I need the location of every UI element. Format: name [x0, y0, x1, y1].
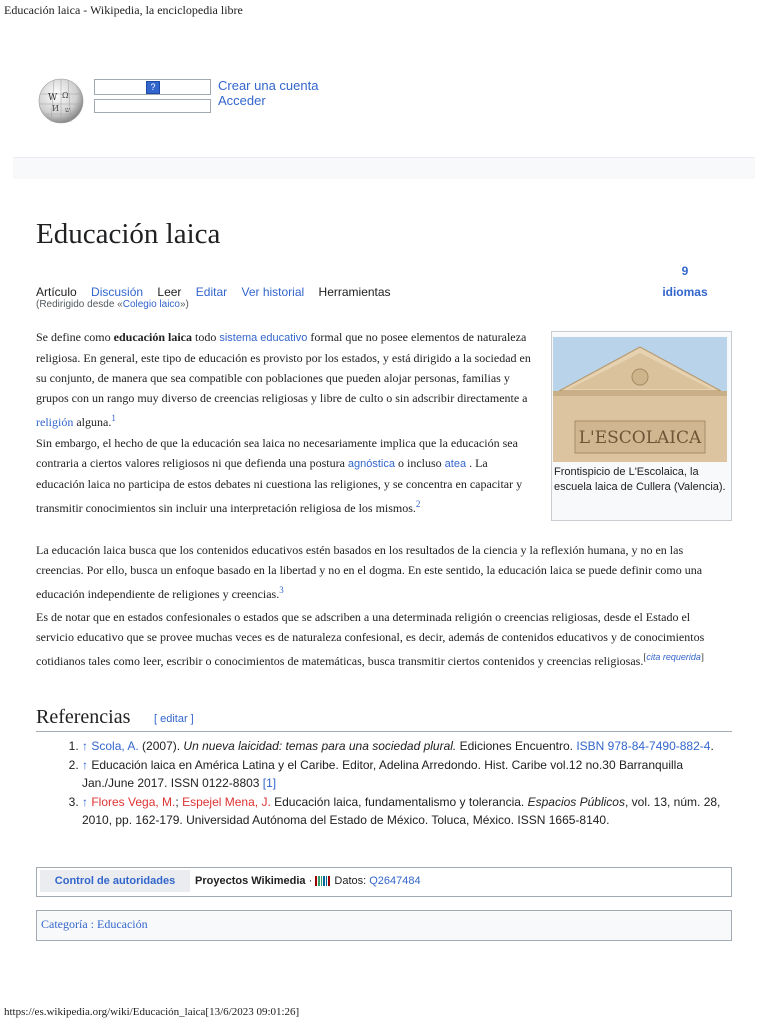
redirect-suffix: ») — [179, 299, 189, 310]
references-edit-link[interactable]: [ editar ] — [154, 713, 194, 725]
link-atea[interactable]: atea — [444, 458, 467, 470]
paragraph-1 — [36, 327, 543, 432]
references-list — [60, 737, 732, 830]
tab-discussion[interactable]: Discusión — [91, 285, 144, 299]
language-count: 9 — [681, 264, 689, 278]
ref3-sep: ; — [175, 795, 183, 809]
tab-history[interactable]: Ver historial — [241, 285, 305, 299]
account-links — [218, 78, 318, 108]
page-url: https://es.wikipedia.org/wiki/Educación_laica[13/6/2023 09:01:26] — [4, 1006, 300, 1018]
p1-bold-term: educación laica — [113, 330, 192, 344]
ref3-author2-link[interactable]: Espejel Mena, J. — [182, 795, 271, 809]
tab-read[interactable]: Leer — [157, 285, 182, 299]
cite-open: [ — [643, 652, 647, 662]
separator-dot: · — [305, 875, 316, 887]
ref3-author1-link[interactable]: Flores Vega, M. — [91, 795, 176, 809]
authority-control-label[interactable]: Control de autoridades — [40, 870, 190, 892]
paragraph-3 — [36, 540, 726, 604]
create-account-link[interactable]: Crear una cuenta — [218, 78, 319, 93]
ref2-text: Educación laica en América Latina y el Caribe. Editor, Adelina Arredondo. Hist. Caribe vol.12 no.30 Barranquilla Jan./June 2017. ISSN 0122-8803 — [82, 758, 684, 790]
p1-text-d: alguna. — [73, 415, 112, 429]
reference-2 — [82, 756, 732, 792]
wikidata-id-link[interactable]: Q2647484 — [369, 875, 421, 887]
data-label: Datos: — [331, 875, 370, 887]
p2-text-a: Sin embargo, el hecho de que la educación sea laica no necesariamente implica que la educación sea contraria a ciertos valores religiosos ni que defienda una postura — [36, 436, 518, 470]
p4-text: Es de notar que en estados confesionales o estados que se adscriben a una determinada religión o creencias religiosas, desde el Estado el servicio educativo que se provee muchas veces es de naturaleza confesional, es decir, además de contenidos educativos y de conocimientos cotidianos tales como leer, escribir o conocimientos de matemáticas, busca transmitir ciertos contenidos y creencias religiosas. — [36, 610, 705, 668]
reference-3 — [82, 793, 732, 829]
ref3-journal: Espacios Públicos — [527, 795, 625, 809]
reference-1 — [82, 737, 732, 755]
cite-needed — [643, 652, 704, 662]
password-input[interactable] — [94, 99, 211, 113]
tab-article[interactable]: Artículo — [36, 285, 77, 299]
backlink-arrow-icon[interactable]: ↑ — [82, 795, 88, 809]
cite-close: ] — [700, 652, 704, 662]
ref1-year: (2007). — [138, 739, 184, 753]
ref1-publisher: Ediciones Encuentro. — [456, 739, 577, 753]
wikipedia-logo[interactable] — [36, 78, 86, 124]
language-label: idiomas — [662, 285, 708, 299]
link-religion[interactable]: religión — [36, 415, 74, 429]
p1-text-b: todo — [191, 330, 220, 344]
cite-needed-link[interactable]: cita requerida — [646, 652, 701, 662]
svg-text:И: И — [52, 104, 59, 113]
ref3-text-a: Educación laica, fundamentalismo y tolerancia. — [270, 795, 528, 809]
ref1-end: . — [710, 739, 714, 753]
photo-sign-text: L'ESCOLAICA — [578, 428, 702, 448]
language-button[interactable] — [650, 261, 720, 303]
browser-page-title: Educación laica - Wikipedia, la enciclopedia libre — [4, 3, 243, 17]
redirect-link[interactable]: Colegio laico — [122, 299, 180, 310]
p1-text-a: Se define como — [36, 330, 114, 344]
divider — [36, 731, 732, 732]
category-educacion-link[interactable]: Educación — [97, 917, 148, 931]
ref-2[interactable]: 2 — [415, 499, 421, 509]
svg-text:Ω: Ω — [62, 91, 69, 100]
link-sistema-educativo[interactable]: sistema educativo — [219, 332, 308, 344]
svg-text:ש: ש — [65, 106, 70, 114]
article-tabs — [36, 285, 402, 299]
p1-text-c: formal que no posee elementos de naturaleza religiosa. En general, este tipo de educación es provisto por los estados, y está dirigido a la sociedad en su conjunto, de manera que sea compatible con poblaciones que pueden alojar personas, familias y grupos con un rango muy diverso de creencias religiosas y libre de culto o sin adscribir directamente a — [36, 330, 531, 405]
infobox-caption: Frontispicio de L'Escolaica, la escuela laica de Cullera (Valencia). — [554, 466, 726, 493]
categories — [41, 917, 148, 932]
search-button[interactable]: ? — [146, 81, 160, 94]
ref1-title: Un nueva laicidad: temas para una sociedad plural. — [183, 739, 457, 753]
ref3-text-b: , vol. 13, núm. 28, 2010, pp. 162-179. Universidad Autónoma del Estado de México. Toluca, México. ISSN 1665-8140. — [82, 795, 721, 827]
wikidata-icon — [315, 876, 331, 886]
categories-label-link[interactable]: Categoría — [41, 917, 88, 931]
ref2-external-link[interactable]: [1] — [262, 776, 277, 790]
tab-tools[interactable]: Herramientas — [318, 285, 391, 299]
ref-1[interactable]: 1 — [111, 413, 116, 423]
ref-3[interactable]: 3 — [279, 585, 284, 595]
link-agnostica[interactable]: agnóstica — [347, 458, 395, 470]
tab-edit[interactable]: Editar — [195, 285, 228, 299]
authority-control-content — [195, 875, 421, 887]
ref1-isbn-link[interactable]: ISBN 978-84-7490-882-4 — [576, 739, 711, 753]
categories-sep: : — [87, 917, 97, 931]
p3-text: La educación laica busca que los contenidos educativos estén basados en los resultados de la ciencia y la reflexión humana, y no en las creencias. Por ello, busca un enfoque basado en la libertad y no en el dogma. En este sentido, la educación laica se puede definir como una educación independiente de religiones y creencias. — [36, 543, 703, 601]
paragraph-2 — [36, 433, 531, 518]
p2-text-b: o incluso — [394, 456, 445, 470]
svg-text:W: W — [48, 93, 58, 103]
backlink-arrow-icon[interactable]: ↑ — [82, 758, 88, 772]
top-bar — [13, 157, 755, 179]
backlink-arrow-icon[interactable]: ↑ — [82, 739, 88, 753]
escolaica-photo[interactable] — [553, 337, 727, 462]
paragraph-4 — [36, 607, 726, 671]
ref1-author-link[interactable]: Scola, A. — [91, 739, 139, 753]
p2-text-c: . La educación laica no participa de estos debates ni cuestiona las religiones, y se concentra en capacitar y transmitir conocimientos sin incluir una interpretación religiosa de los mismos. — [36, 456, 523, 515]
page-title: Educación laica — [36, 218, 221, 250]
login-link[interactable]: Acceder — [218, 93, 266, 108]
redirect-note — [36, 299, 189, 310]
redirect-prefix: (Redirigido desde « — [36, 299, 123, 310]
wikimedia-projects-label: Proyectos Wikimedia — [195, 875, 306, 887]
references-heading: Referencias — [36, 706, 131, 728]
